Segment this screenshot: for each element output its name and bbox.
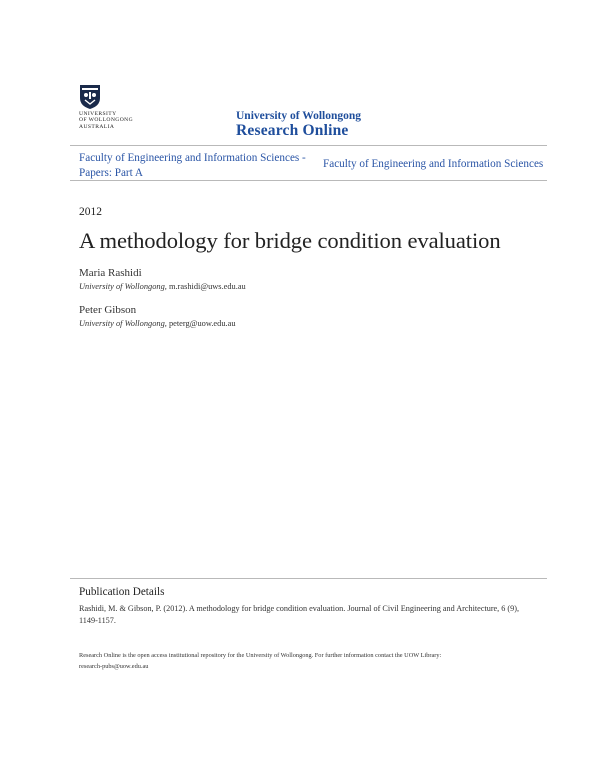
publication-year: 2012 — [79, 206, 102, 218]
author-affiliation — [79, 282, 246, 291]
author-affiliation — [79, 319, 236, 328]
logo-line-2: OF WOLLONGONG — [79, 117, 134, 124]
publication-details-heading: Publication Details — [79, 586, 165, 598]
breadcrumb-left-line-1: Faculty of Engineering and Information Sciences - — [79, 152, 306, 164]
author-name[interactable]: Maria Rashidi — [79, 267, 142, 279]
citation-line-2: 1149-1157. — [79, 616, 116, 625]
author-institution: University of Wollongong — [79, 282, 165, 291]
breadcrumb-faculty-link[interactable]: Faculty of Engineering and Information Sciences — [323, 158, 544, 170]
university-name-link[interactable]: University of Wollongong — [236, 110, 362, 122]
affiliation-separator: , — [164, 282, 169, 291]
author-institution: University of Wollongong — [79, 319, 165, 328]
author-name[interactable]: Peter Gibson — [79, 304, 137, 316]
header-top-divider — [70, 145, 547, 146]
header-bottom-divider — [70, 180, 547, 181]
breadcrumb-faculty-papers-link[interactable] — [79, 151, 319, 181]
author-email: peterg@uow.edu.au — [168, 319, 236, 328]
publication-citation — [79, 603, 534, 627]
uow-crest-icon — [79, 84, 101, 110]
uow-logo-wordmark — [79, 111, 133, 130]
footer-contact-email[interactable]: research-pubs@uow.edu.au — [79, 663, 149, 670]
uow-logo — [79, 84, 149, 136]
publication-divider — [70, 578, 547, 579]
logo-line-1: UNIVERSITY — [79, 111, 117, 117]
footer-line-1: Research Online is the open access institutional repository for the University of Wollongong. For further information contact the UOW Library: — [79, 652, 442, 659]
research-online-link[interactable]: Research Online — [236, 122, 349, 139]
repository-footer — [79, 650, 539, 672]
breadcrumb-left-line-2: Papers: Part A — [79, 167, 144, 179]
citation-line-1: Rashidi, M. & Gibson, P. (2012). A methodology for bridge condition evaluation. Journal of Civil Engineering and Architecture, 6 (9), — [79, 604, 520, 613]
author-email: m.rashidi@uws.edu.au — [168, 282, 246, 291]
paper-title: A methodology for bridge condition evaluation — [79, 228, 501, 253]
affiliation-separator: , — [164, 319, 169, 328]
logo-line-3: AUSTRALIA — [79, 123, 115, 130]
